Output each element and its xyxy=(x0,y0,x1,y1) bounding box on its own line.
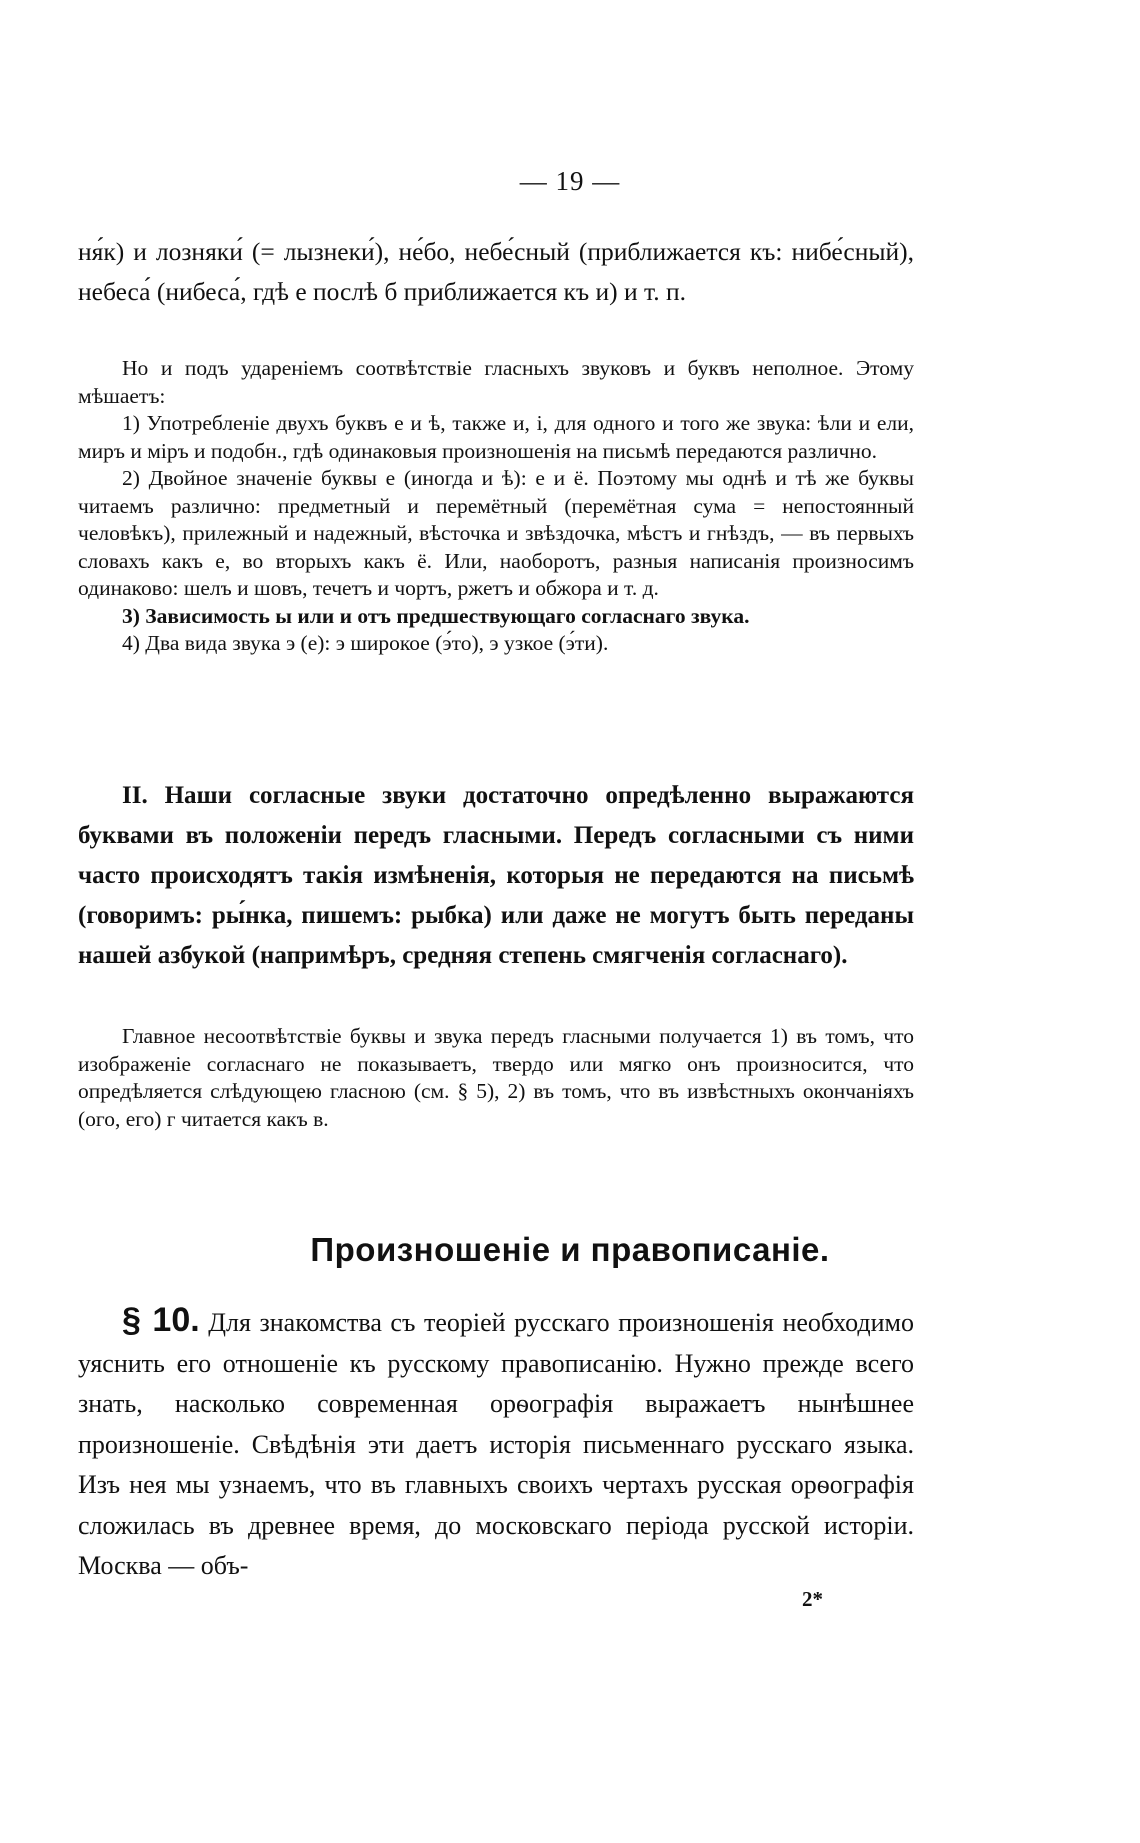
carry-over-text: ня́к) и лозняки́ (= лызнеки́), не́бо, небе́сный (приближается къ: нибе́сный), небеса́ (нибеса́, гдѣ е послѣ б приближается къ и) и т. п. xyxy=(78,237,914,306)
vowel-item-3: 3) Зависимость ы или и отъ предшествующаго согласнаго звука. xyxy=(122,603,750,628)
vowel-intro-paragraph: Но и подъ удареніемъ соотвѣтствіе гласныхъ звуковъ и буквъ неполное. Этому мѣшаетъ: xyxy=(78,356,914,408)
vowel-item-2: 2) Двойное значеніе буквы е (иногда и ѣ): е и ё. Поэтому мы однѣ и тѣ же буквы читаемъ различно: предметный и перемётный (перемётная сума = непостоянный человѣкъ), прилежный и надежный, вѣсточка и звѣздочка, мѣстъ и гнѣздъ, — въ первыхъ словахъ какъ е, во вторыхъ какъ ё. Или, наоборотъ, разныя написанія произносимъ одинаково: шелъ и шовъ, течетъ и чортъ, ржетъ и обжора и т. д. xyxy=(78,466,914,600)
section-heading: Произношеніе и правописаніе. xyxy=(310,1231,830,1268)
vowel-item-1: 1) Употребленіе двухъ буквъ е и ѣ, также и, і, для одного и того же звука: ѣли и ели, миръ и міръ и подобн., гдѣ одинаковыя произношенія на письмѣ передаются различно. xyxy=(78,411,914,463)
carry-over-paragraph xyxy=(78,232,914,312)
printer-signature-mark: 2* xyxy=(802,1587,823,1611)
consonants-text: II. Наши согласные звуки достаточно опредѣленно выражаются буквами въ положеніи передъ гласными. Передъ согласными съ ними часто происходятъ такія измѣненія, которыя не передаются на письмѣ (говоримъ: ры́нка, пишемъ: рыбка) или даже не могутъ быть переданы нашей азбукой (напримѣръ, средняя степень смягченія согласнаго). xyxy=(78,782,914,969)
section-10-body xyxy=(78,1300,914,1587)
main-discrepancy-paragraph xyxy=(78,1023,914,1133)
consonants-paragraph xyxy=(78,776,914,976)
vowel-item-4: 4) Два вида звука э (е): э широкое (э́то), э узкое (э́ти). xyxy=(122,631,609,655)
section-10-paragraph xyxy=(78,1300,914,1587)
section-10-text: Для знакомства съ теоріей русскаго произношенія необходимо уяснить его отношеніе къ русскому правописанію. Нужно прежде всего знать, насколько современная орѳографія выражаетъ нынѣшнее произношеніе. Свѣдѣнія эти даетъ исторія письменнаго русскаго языка. Изъ нея мы узнаемъ, что въ главныхъ своихъ чертахъ русская орѳографія сложилась въ древнее время, до московскаго періода русской исторіи. Москва — объ- xyxy=(78,1308,915,1580)
section-10-mark: § 10. xyxy=(122,1301,200,1339)
main-discrepancy-text: Главное несоотвѣтствіе буквы и звука передъ гласными получается 1) въ томъ, что изображеніе согласнаго не показываетъ, твердо или мягко онъ произносится, что опредѣляется слѣдующею гласною (см. § 5), 2) въ томъ, что въ извѣстныхъ окончаніяхъ (ого, его) г читается какъ в. xyxy=(78,1024,914,1131)
page-number: — 19 — xyxy=(519,166,621,196)
vowel-discrepancy-section xyxy=(78,355,914,658)
